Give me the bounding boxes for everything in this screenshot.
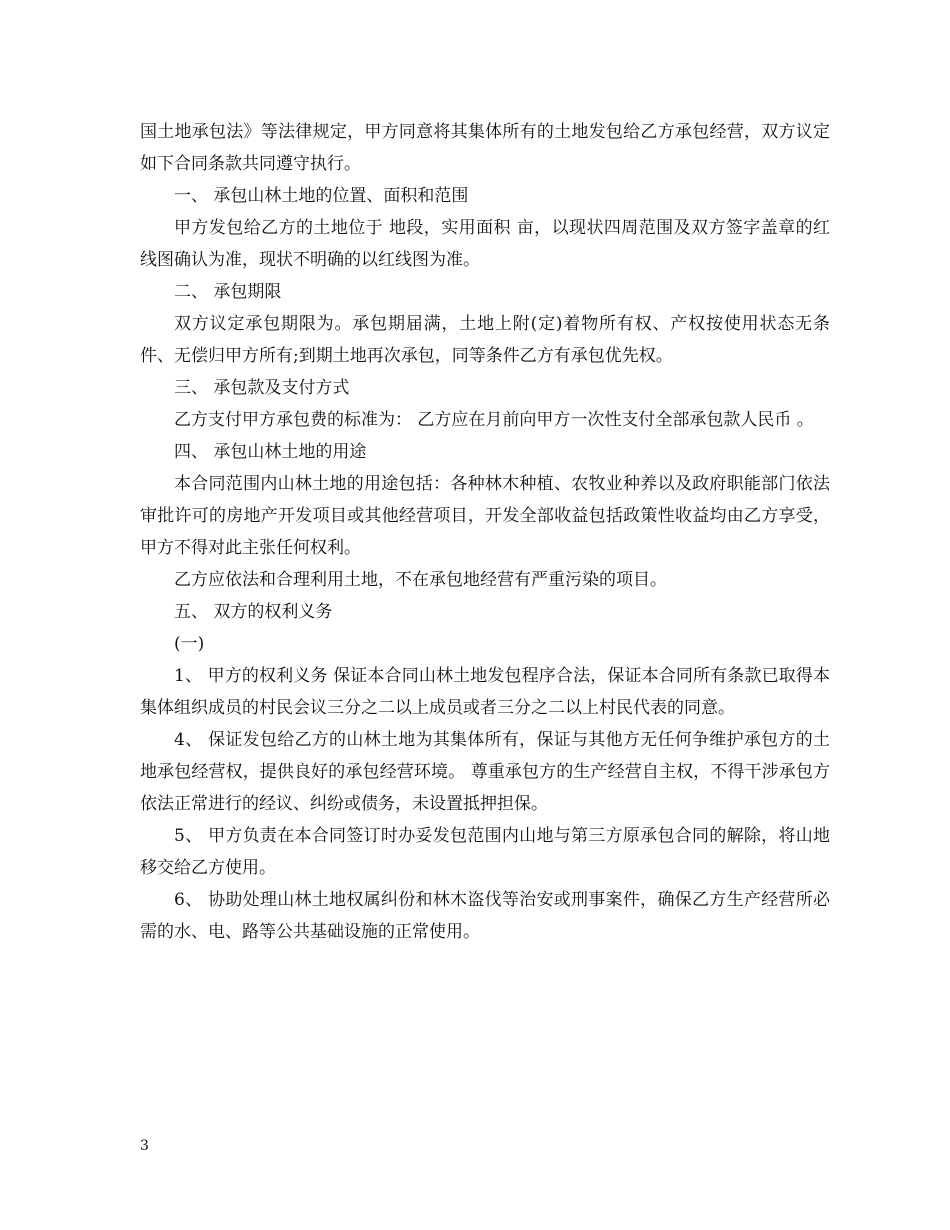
section-heading-1: 一、 承包山林土地的位置、面积和范围 xyxy=(174,186,469,206)
clause-5: 5、 甲方负责在本合同签订时办妥发包范围内山地与第三方原承包合同的解除，将山地移交给乙方使用。 xyxy=(140,826,830,878)
paragraph-2: 甲方发包给乙方的土地位于 地段，实用面积 亩，以现状四周范围及双方签字盖章的红线图确认为准，现状不明确的以红线图为准。 xyxy=(140,218,830,270)
section-heading-2: 二、 承包期限 xyxy=(174,282,282,302)
paragraph-8: 本合同范围内山林土地的用途包括：各种林木种植、农牧业种养以及政府职能部门依法审批许可的房地产开发项目或其他经营项目，开发全部收益包括政策性收益均由乙方享受，甲方不得对此主张任何权利。 xyxy=(140,474,830,558)
section-heading-5: 五、 双方的权利义务 xyxy=(174,602,333,622)
paragraph-6: 乙方支付甲方承包费的标准为： 乙方应在月前向甲方一次性支付全部承包款人民币 。 xyxy=(174,410,814,430)
paragraph-4: 双方议定承包期限为。承包期届满，土地上附(定)着物所有权、产权按使用状态无条件、无偿归甲方所有;到期土地再次承包，同等条件乙方有承包优先权。 xyxy=(140,314,830,366)
document-body xyxy=(140,116,830,948)
section-heading-3: 三、 承包款及支付方式 xyxy=(174,378,350,398)
paragraph-0: 国土地承包法》等法律规定，甲方同意将其集体所有的土地发包给乙方承包经营，双方议定如下合同条款共同遵守执行。 xyxy=(140,122,830,174)
subsection-label: (一) xyxy=(174,634,205,654)
paragraph-9: 乙方应依法和合理利用土地，不在承包地经营有严重污染的项目。 xyxy=(174,570,667,590)
page-number: 3 xyxy=(140,1138,149,1154)
clause-4: 4、 保证发包给乙方的山林土地为其集体所有，保证与其他方无任何争维护承包方的土地承包经营权，提供良好的承包经营环境。 尊重承包方的生产经营自主权，不得干涉承包方依法正常进行的经议、纠纷或债务，未设置抵押担保。 xyxy=(140,730,830,814)
clause-1: 1、 甲方的权利义务 保证本合同山林土地发包程序合法，保证本合同所有条款已取得本集体组织成员的村民会议三分之二以上成员或者三分之二以上村民代表的同意。 xyxy=(140,666,830,718)
section-heading-4: 四、 承包山林土地的用途 xyxy=(174,442,367,462)
clause-6: 6、 协助处理山林土地权属纠份和林木盗伐等治安或刑事案件，确保乙方生产经营所必需的水、电、路等公共基础设施的正常使用。 xyxy=(140,890,830,942)
